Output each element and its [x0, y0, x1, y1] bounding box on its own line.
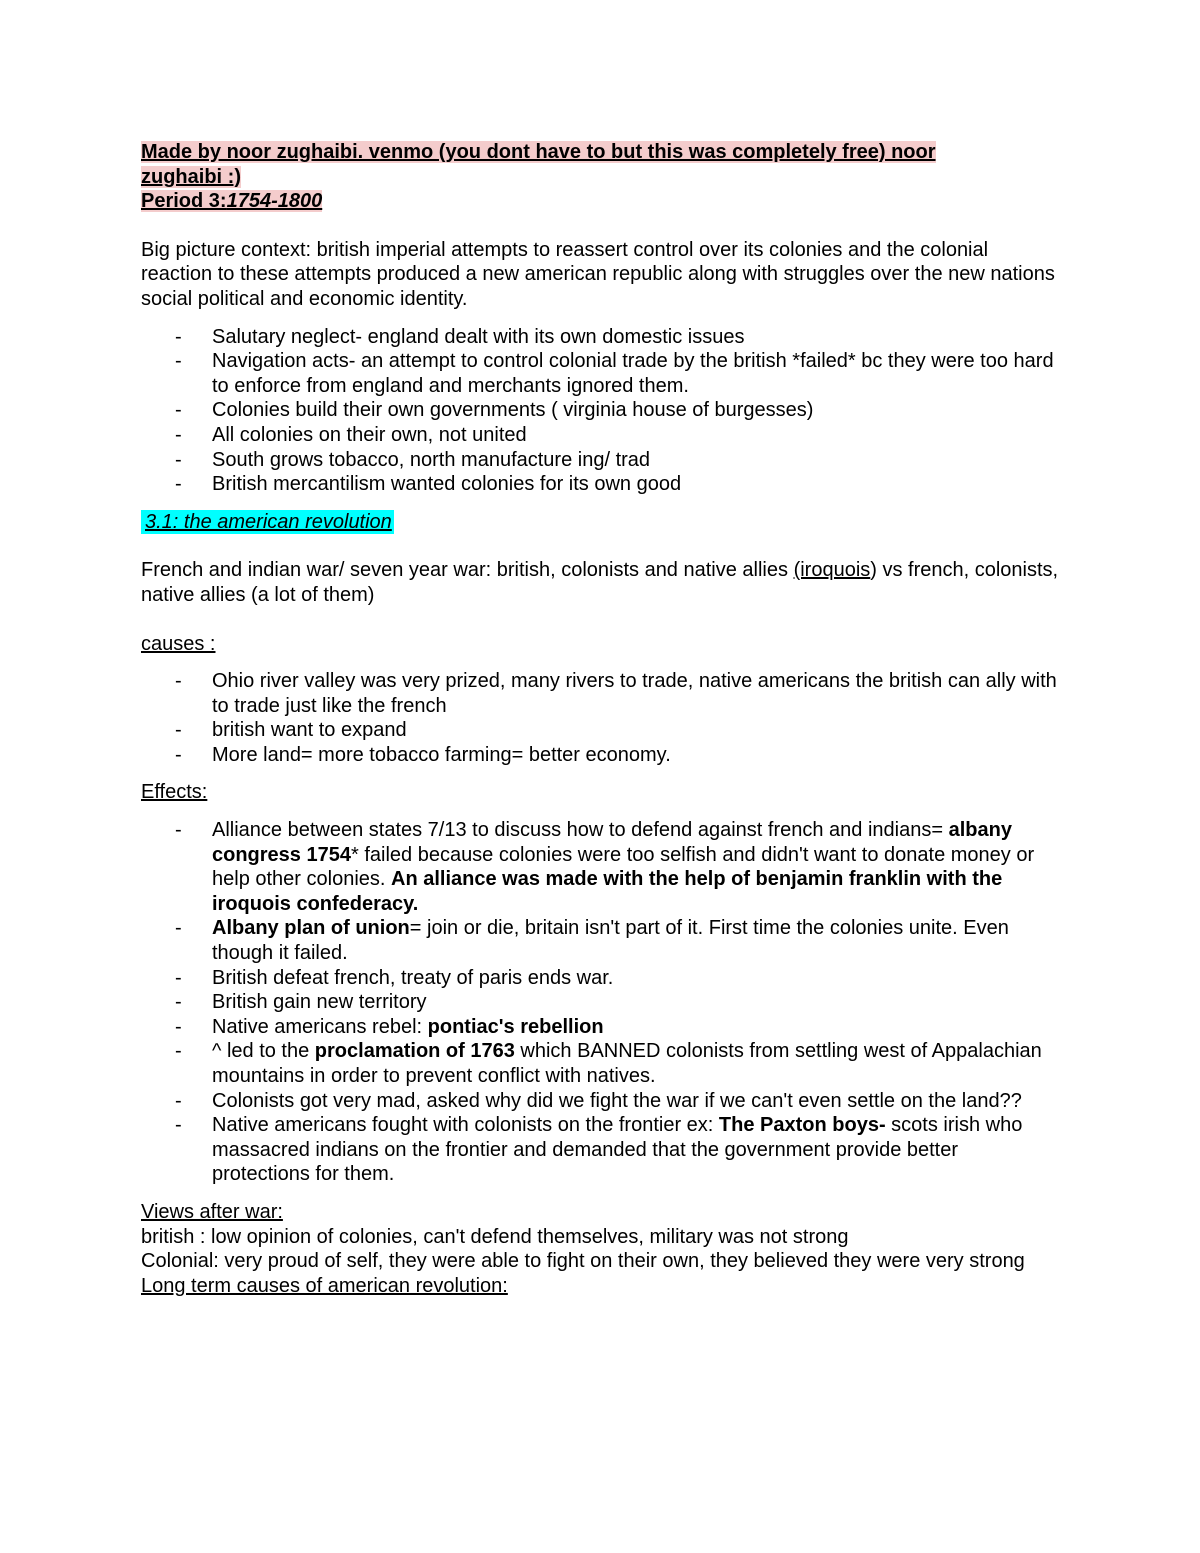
section-heading: 3.1: the american revolution: [141, 510, 394, 535]
list-item: - More land= more tobacco farming= better economy.: [141, 743, 1061, 768]
list-item: - All colonies on their own, not united: [141, 423, 1061, 448]
effect-bold-text: An alliance was made with the help of benjamin franklin with the iroquois confederacy.: [212, 868, 1003, 915]
credit-text: Made by noor zughaibi. venmo (you dont have to but this was completely free) noor: [141, 141, 936, 163]
credit-text-continued: zughaibi :): [141, 165, 241, 188]
effect-text: scots irish who massacred indians on the frontier and demanded that the government provide better protections for them.: [212, 1114, 1023, 1186]
views-label-line: [141, 1200, 1061, 1225]
effect-text: which BANNED colonists from settling west of Appalachian mountains in order to prevent conflict with natives.: [212, 1040, 1042, 1087]
effect-text: Native americans rebel:: [212, 1015, 428, 1038]
effect-text: * failed because colonies were too selfish and didn't want to donate money or help other colonies.: [212, 843, 1035, 891]
effect-text: = join or die, britain isn't part of it. First time the colonies unite. Even though it failed.: [212, 917, 1009, 965]
effect-bold-text: proclamation of 1763: [314, 1040, 515, 1063]
war-intro-text-end: ) vs french, colonists, native allies (a lot of them): [141, 559, 1059, 606]
list-item: - Colonists got very mad, asked why did we fight the war if we can't even settle on the land??: [141, 1089, 1061, 1114]
list-item: - british want to expand: [141, 718, 1061, 743]
effect-text: Native americans fought with colonists on the frontier ex:: [212, 1114, 719, 1137]
period-label: Period 3:: [141, 190, 227, 213]
long-term-label-line: [141, 1274, 1061, 1299]
context-paragraph: Big picture context: british imperial attempts to reassert control over its colonies and the colonial reaction to these attempts produced a new american republic along with struggles over the new nations social political and economic identity.: [141, 238, 1055, 310]
effect-bold-text: pontiac's rebellion: [427, 1015, 604, 1038]
list-item: - South grows tobacco, north manufacture ing/ trad: [141, 448, 1061, 473]
list-item: [141, 818, 1061, 916]
colonial-view: Colonial: very proud of self, they were able to fight on their own, they believed they were very strong: [141, 1250, 1025, 1273]
long-term-label: Long term causes of american revolution:: [141, 1274, 508, 1297]
list-item: - Navigation acts- an attempt to control colonial trade by the british *failed* bc they were too hard to enforce from england and merchants ignored them.: [141, 349, 1061, 398]
list-item: [141, 1015, 1061, 1040]
views-label: Views after war:: [141, 1200, 283, 1223]
period-title: [141, 190, 322, 212]
list-item: [141, 1113, 1061, 1187]
effect-bold-text: The Paxton boys-: [718, 1114, 886, 1137]
credit-line: [141, 140, 1061, 214]
list-item: - British gain new territory: [141, 990, 1061, 1015]
section-heading-wrapper: [141, 510, 1061, 535]
effect-text: Alliance between states 7/13 to discuss how to defend against french and indians=: [212, 819, 949, 842]
list-item: [141, 1039, 1061, 1088]
causes-label-line: [141, 632, 1061, 657]
list-item: - Colonies build their own governments ( virginia house of burgesses): [141, 398, 1061, 423]
effects-label: Effects:: [141, 781, 208, 804]
effect-bold-text: Albany plan of union: [212, 917, 410, 940]
list-item: - Ohio river valley was very prized, many rivers to trade, native americans the british can ally with to trade just like the french: [141, 669, 1061, 718]
list-item: - British mercantilism wanted colonies for its own good: [141, 472, 1061, 497]
effect-text: ^ led to the: [212, 1040, 315, 1063]
war-intro-paragraph: [141, 558, 1061, 607]
war-intro-text: French and indian war/ seven year war: british, colonists and native allies: [141, 559, 794, 582]
effects-list: [141, 818, 1061, 1187]
list-item: - Salutary neglect- england dealt with its own domestic issues: [141, 325, 1061, 350]
list-item: - British defeat french, treaty of paris ends war.: [141, 966, 1061, 991]
causes-list: [141, 669, 1061, 767]
list-item: [141, 916, 1061, 965]
effects-label-line: [141, 780, 1061, 805]
period-years: 1754-1800: [226, 190, 323, 213]
british-view: british : low opinion of colonies, can't defend themselves, military was not strong: [141, 1225, 849, 1248]
context-bullet-list: [141, 325, 1061, 497]
causes-label: causes :: [141, 632, 216, 655]
iroquois-underlined: (iroquois: [793, 559, 871, 582]
effect-bold-text: albany congress 1754: [212, 819, 1012, 866]
document-page: [141, 140, 1061, 1298]
